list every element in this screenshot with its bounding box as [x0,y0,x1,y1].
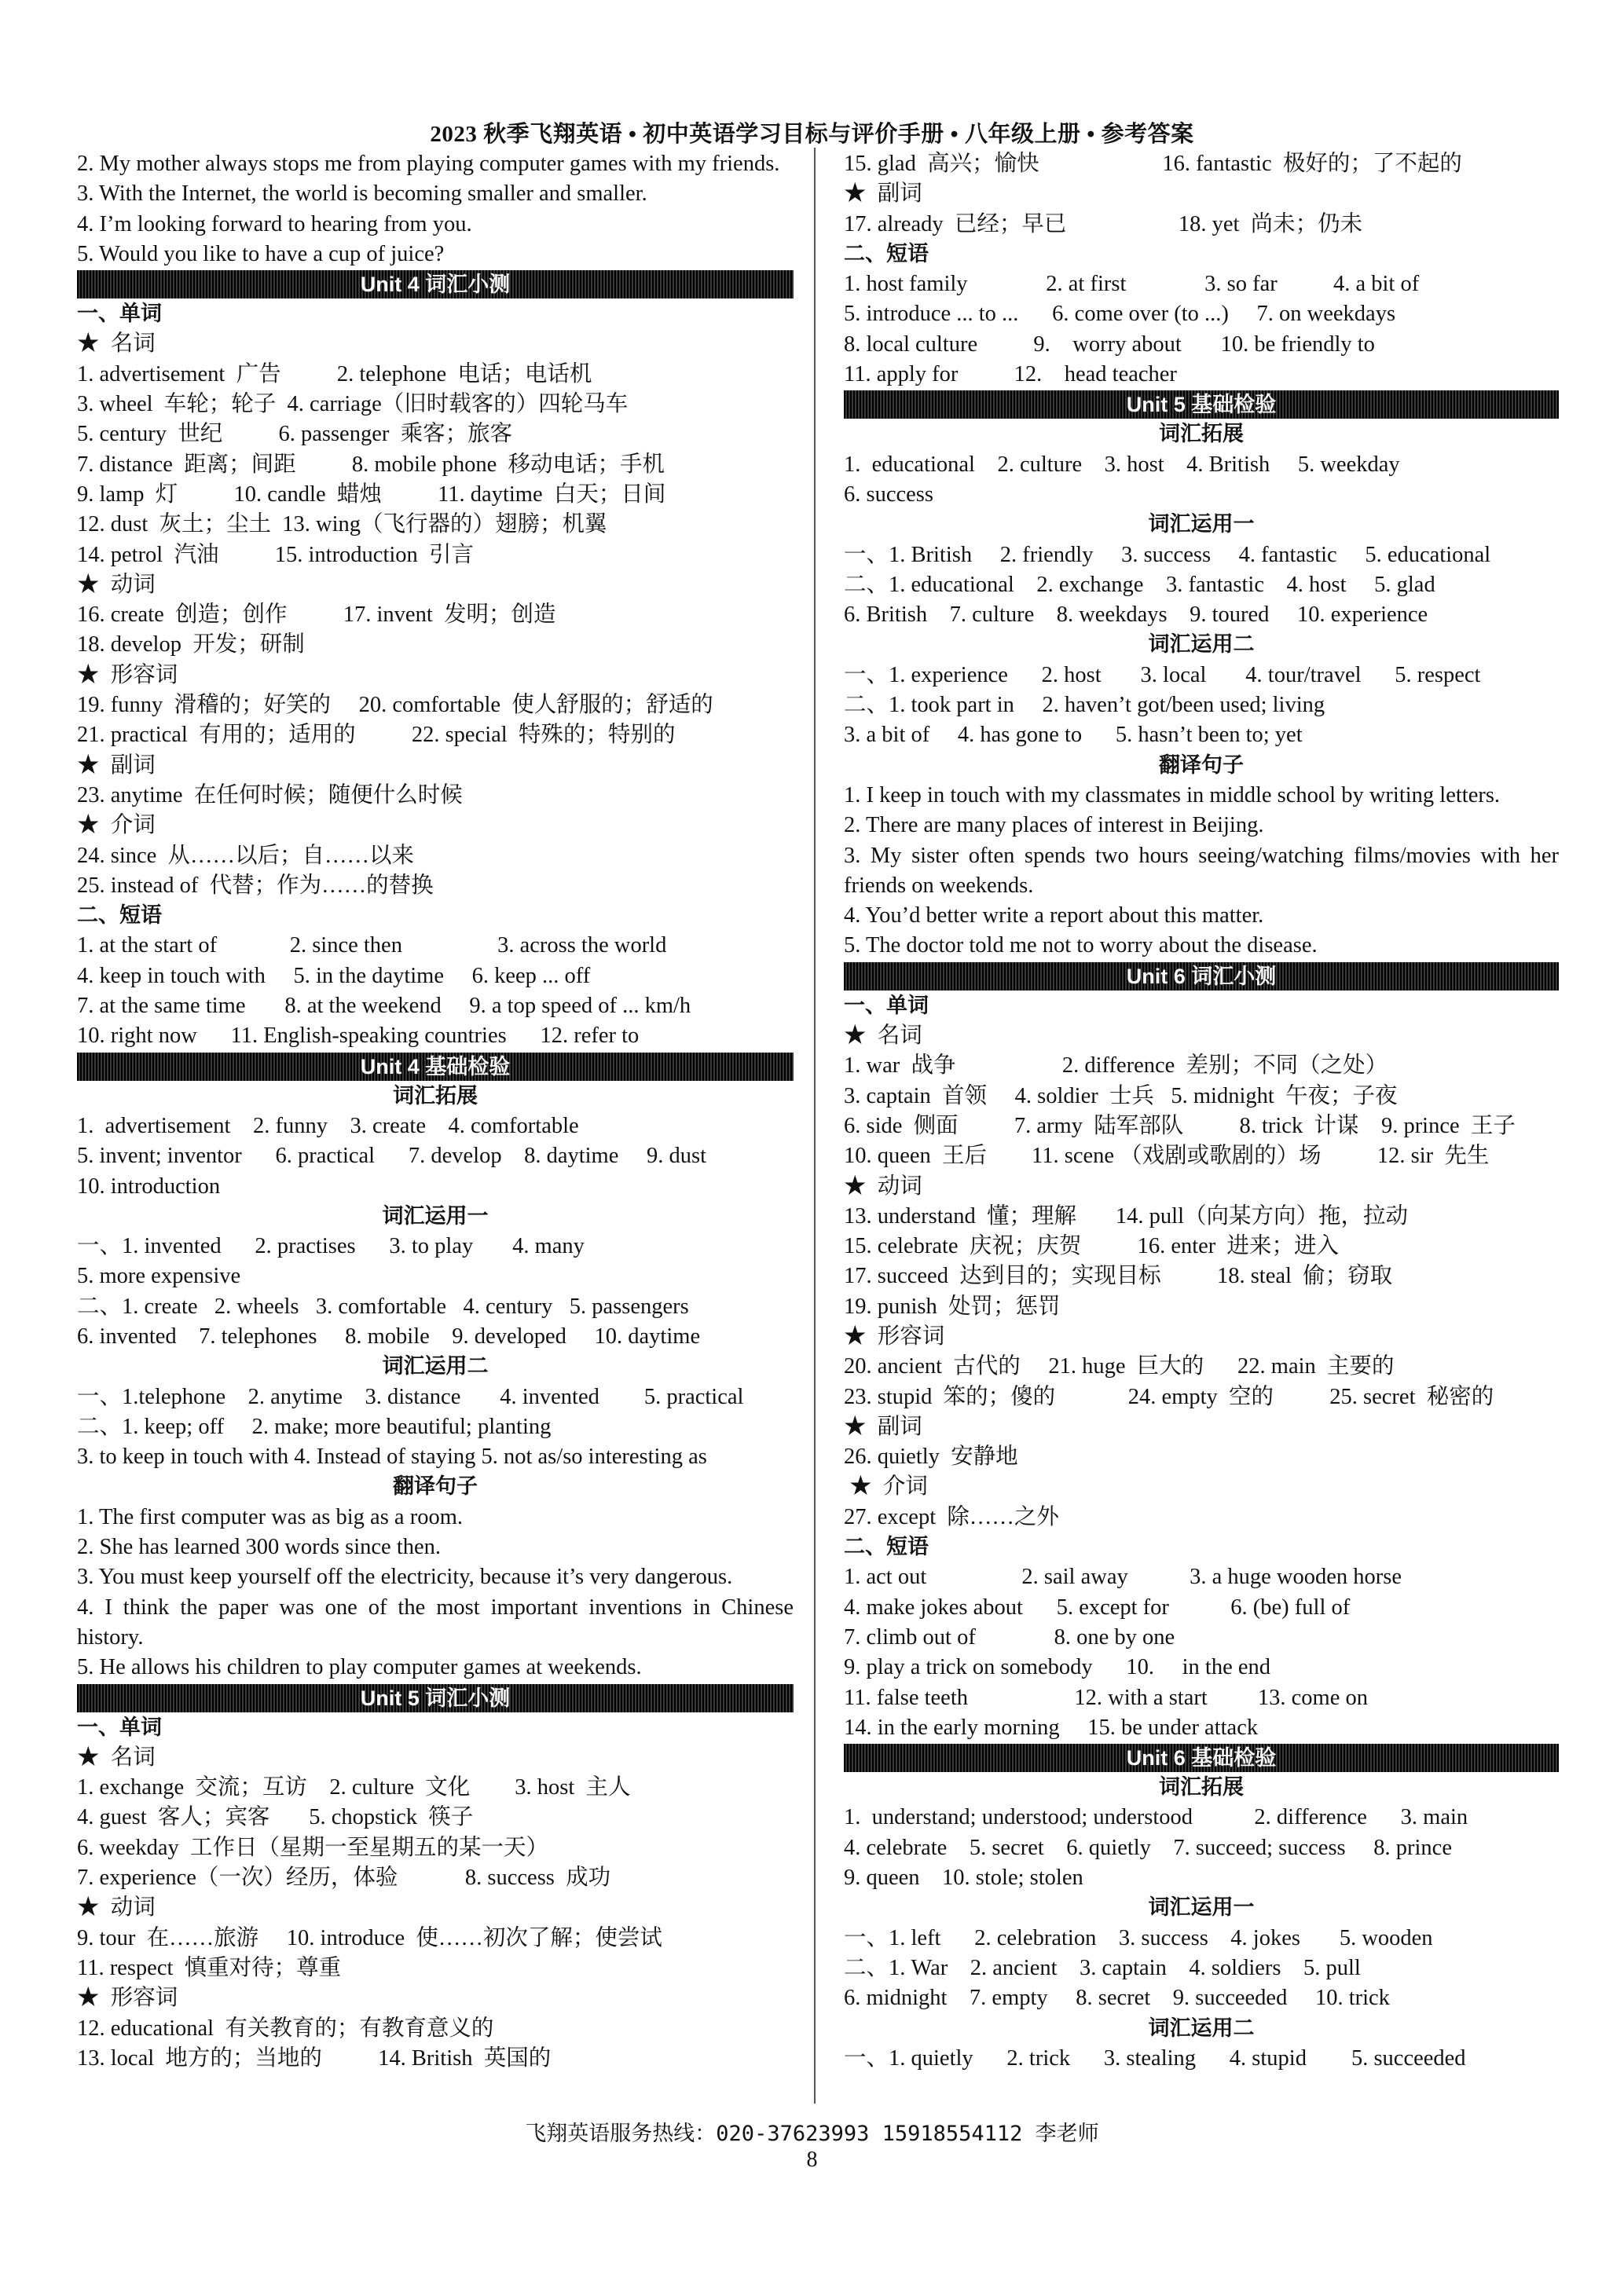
category-heading: 二、短语 [77,903,162,928]
answer-line: 17. already 已经；早已 18. yet 尚未；仍未 [844,211,1363,236]
answer-line: ★ 副词 [844,1414,922,1439]
answer-line: ★ 副词 [844,181,922,207]
answer-line: 1. host family 2. at first 3. so far 4. a bit of [844,272,1420,297]
answer-line: 3. a bit of 4. has gone to 5. hasn’t been to; yet [844,723,1303,748]
subsection-title: 词汇运用二 [1148,632,1255,657]
answer-line: 6. success [844,482,933,507]
left-column [77,149,794,2074]
answer-sentence: 2. My mother always stops me from playing computer games with my friends. [77,152,780,176]
answer-line: 1. advertisement 2. funny 3. create 4. comfortable [77,1113,579,1138]
answer-line: 1. understand; understood; understood 2. difference 3. main [844,1805,1468,1830]
subsection-title: 词汇运用二 [382,1354,489,1379]
page-number: 8 [806,2148,818,2172]
answer-line: 一、1. invented 2. practises 3. to play 4. many [77,1234,585,1259]
answer-line: 3. You must keep yourself off the electricity, because it’s very dangerous. [77,1565,733,1590]
answer-line: 7. distance 距离；间距 8. mobile phone 移动电话；手机 [77,452,665,477]
answer-line: ★ 介词 [844,1474,928,1500]
answer-line: 23. stupid 笨的；傻的 24. empty 空的 25. secret 秘密的 [844,1384,1494,1409]
subsection-title: 词汇拓展 [393,1083,478,1108]
answer-line: 26. quietly 安静地 [844,1445,1018,1470]
answer-line: 12. educational 有关教育的；有教育意义的 [77,2016,494,2041]
answer-line: 9. queen 10. stole; stolen [844,1866,1083,1891]
answer-line: 24. since 从……以后；自……以来 [77,843,415,868]
answer-line: 16. create 创造；创作 17. invent 发明；创造 [77,602,556,628]
subsection-title: 词汇运用二 [1148,2016,1255,2041]
answer-line: ★ 名词 [77,1745,156,1770]
answer-line: 4. celebrate 5. secret 6. quietly 7. succeed; success 8. prince [844,1835,1452,1860]
answer-line: 一、1. quietly 2. trick 3. stealing 4. stupid 5. succeeded [844,2045,1466,2071]
answer-line: 5. Would you like to have a cup of juice? [77,241,445,266]
answer-line: 1. educational 2. culture 3. host 4. British 5. weekday [844,452,1400,477]
answer-line: 4. I’m looking forward to hearing from you. [77,211,472,236]
answer-line: 11. apply for 12. head teacher [844,362,1177,387]
answer-line: 6. midnight 7. empty 8. secret 9. succeeded 10. trick [844,1986,1390,2011]
answer-line: 二、1. took part in 2. haven’t got/been used; living [844,693,1325,718]
answer-line: ★ 名词 [77,331,156,357]
section-banner [77,270,794,298]
answer-line: ★ 动词 [844,1174,922,1199]
answer-line: 2. There are many places of interest in Beijing. [844,813,1264,838]
answer-line: 3. wheel 车轮；轮子 4. carriage（旧时载客的）四轮马车 [77,392,629,417]
answer-line: 8. local culture 9. worry about 10. be friendly to [844,331,1375,357]
answer-line: 14. petrol 汽油 15. introduction 引言 [77,542,475,567]
subsection-title: 词汇运用一 [382,1203,489,1229]
answer-line: 14. in the early morning 15. be under attack [844,1715,1259,1740]
answer-line: 9. play a trick on somebody 10. in the end [844,1655,1270,1680]
column-divider [814,148,816,2104]
category-heading: 一、单词 [77,1715,162,1740]
answer-line: 5. more expensive [77,1264,241,1289]
answer-line: 13. understand 懂；理解 14. pull（向某方向）拖，拉动 [844,1203,1409,1229]
answer-line: 1. act out 2. sail away 3. a huge wooden horse [844,1565,1402,1590]
answer-line: 一、1. left 2. celebration 3. success 4. jokes 5. wooden [844,1925,1433,1950]
answer-line: 7. climb out of 8. one by one [844,1624,1175,1650]
answer-line: ★ 形容词 [844,1324,945,1349]
subsection-title: 词汇运用一 [1148,512,1255,537]
answer-line: 10. queen 王后 11. scene （戏剧或歌剧的）场 12. sir 先生 [844,1144,1490,1169]
answer-line: 4. You’d better write a report about this matter. [844,903,1264,928]
section-banner [844,1744,1559,1772]
answer-line: 3. With the Internet, the world is becoming smaller and smaller. [77,181,647,207]
answer-line: 6. side 侧面 7. army 陆军部队 8. trick 计谋 9. prince 王子 [844,1113,1516,1138]
answer-line: 3. to keep in touch with 4. Instead of staying 5. not as/so interesting as [77,1445,707,1470]
answer-line: 1. exchange 交流；互访 2. culture 文化 3. host 主人 [77,1775,631,1800]
answer-line: 10. right now 11. English-speaking countries 12. refer to [77,1023,640,1049]
section-banner-label: Unit 4 词汇小测 [360,273,511,297]
answer-line: ★ 副词 [77,753,156,778]
answer-line: 12. dust 灰土；尘土 13. wing（飞行器的）翅膀；机翼 [77,512,607,537]
answer-line: 二、1. War 2. ancient 3. captain 4. soldiers 5. pull [844,1955,1361,1980]
answer-line: ★ 名词 [844,1023,922,1049]
subsection-title: 词汇运用一 [1148,1895,1255,1921]
answer-line: 19. punish 处罚；惩罚 [844,1294,1061,1319]
answer-line: 二、1. create 2. wheels 3. comfortable 4. century 5. passengers [77,1294,689,1319]
answer-line: 二、1. educational 2. exchange 3. fantastic 4. host 5. glad [844,572,1435,597]
answer-line: 2. She has learned 300 words since then. [77,1535,442,1560]
answer-sentence: 4. I think the paper was one of the most important inventions in Chinese history. [77,1595,794,1650]
answer-line: 15. glad 高兴；愉快 16. fantastic 极好的；了不起的 [844,152,1462,176]
category-heading: 二、短语 [844,241,929,266]
answer-line: 18. develop 开发；研制 [77,632,305,657]
answer-line: 5. invent; inventor 6. practical 7. develop 8. daytime 9. dust [77,1144,707,1169]
answer-line: 4. guest 客人；宾客 5. chopstick 筷子 [77,1805,474,1830]
subsection-title: 词汇拓展 [1159,422,1244,447]
answer-line: ★ 动词 [77,1895,156,1921]
section-banner-label: Unit 4 基础检验 [360,1054,511,1078]
answer-line: 19. funny 滑稽的；好笑的 20. comfortable 使人舒服的；舒适的 [77,693,713,718]
section-banner [77,1684,794,1712]
category-heading: 二、短语 [844,1535,929,1560]
answer-line: 一、1. experience 2. host 3. local 4. tour/travel 5. respect [844,662,1481,687]
answer-line: 7. at the same time 8. at the weekend 9. a top speed of ... km/h [77,994,691,1019]
answer-line: 6. invented 7. telephones 8. mobile 9. developed 10. daytime [77,1324,701,1349]
section-banner [844,390,1559,419]
answer-line: 一、1.telephone 2. anytime 3. distance 4. invented 5. practical [77,1384,744,1409]
answer-line: 11. false teeth 12. with a start 13. come on [844,1685,1368,1710]
answer-line: 1. war 战争 2. difference 差别；不同（之处） [844,1053,1388,1078]
answer-line: 23. anytime 在任何时候；随便什么时候 [77,782,463,807]
answer-line: 5. century 世纪 6. passenger 乘客；旅客 [77,422,513,447]
answer-line: 1. advertisement 广告 2. telephone 电话；电话机 [77,361,592,386]
answer-line: ★ 形容词 [77,1986,178,2011]
answer-line: 21. practical 有用的；适用的 22. special 特殊的；特别的 [77,723,676,748]
answer-line: ★ 形容词 [77,662,178,687]
answer-line: 5. He allows his children to play computer games at weekends. [77,1655,642,1680]
answer-line: 4. keep in touch with 5. in the daytime 6. keep ... off [77,963,591,988]
answer-line: 4. make jokes about 5. except for 6. (be) full of [844,1595,1351,1620]
answer-line: 20. ancient 古代的 21. huge 巨大的 22. main 主要的 [844,1354,1395,1379]
page-header: 2023 秋季飞翔英语 • 初中英语学习目标与评价手册 • 八年级上册 • 参考答案 [430,122,1194,147]
section-banner [77,1053,794,1081]
answer-line: ★ 动词 [77,572,156,597]
answer-line: 9. tour 在……旅游 10. introduce 使……初次了解；使尝试 [77,1925,662,1950]
answer-line: ★ 介词 [77,813,156,838]
answer-line: 10. introduction [77,1174,221,1199]
answer-line: 5. The doctor told me not to worry about the disease. [844,933,1318,958]
answer-sentence: 1. I keep in touch with my classmates in middle school by writing letters. [844,782,1501,807]
answer-line: 二、1. keep; off 2. make; more beautiful; planting [77,1414,552,1439]
answer-line: 27. except 除……之外 [844,1504,1059,1529]
answer-line: 15. celebrate 庆祝；庆贺 16. enter 进来；进入 [844,1234,1340,1259]
answer-line: 7. experience（一次）经历，体验 8. success 成功 [77,1866,611,1891]
section-banner-label: Unit 6 基础检验 [1126,1746,1277,1771]
answer-line: 25. instead of 代替；作为……的替换 [77,873,434,898]
section-banner-label: Unit 5 基础检验 [1126,393,1277,417]
category-heading: 一、单词 [77,302,162,327]
subsection-title: 翻译句子 [393,1474,478,1500]
right-column [844,149,1559,2074]
answer-line: 13. local 地方的；当地的 14. British 英国的 [77,2045,552,2071]
hotline-footer: 飞翔英语服务热线：020-37623993 15918554112 李老师 [525,2122,1099,2146]
answer-sentence: 3. My sister often spends two hours seeing/watching films/movies with her friends on weekends. [844,843,1559,898]
answer-line: 6. weekday 工作日（星期一至星期五的某一天） [77,1835,549,1860]
subsection-title: 翻译句子 [1159,753,1244,778]
answer-line: 5. introduce ... to ... 6. come over (to ...) 7. on weekdays [844,302,1396,327]
answer-line: 11. respect 慎重对待；尊重 [77,1955,342,1980]
section-banner-label: Unit 5 词汇小测 [360,1686,511,1710]
section-banner [844,962,1559,991]
answer-line: 3. captain 首领 4. soldier 士兵 5. midnight 午夜；子夜 [844,1083,1398,1108]
answer-line: 一、1. British 2. friendly 3. success 4. fantastic 5. educational [844,542,1491,567]
answer-line: 1. The first computer was as big as a room. [77,1504,463,1529]
answer-line: 1. at the start of 2. since then 3. across the world [77,933,667,958]
answer-line: 17. succeed 达到目的；实现目标 18. steal 偷；窃取 [844,1264,1393,1289]
category-heading: 一、单词 [844,993,929,1018]
section-banner-label: Unit 6 词汇小测 [1126,964,1277,988]
answer-line: 9. lamp 灯 10. candle 蜡烛 11. daytime 白天；日间 [77,482,666,507]
answer-line: 6. British 7. culture 8. weekdays 9. toured 10. experience [844,602,1428,628]
subsection-title: 词汇拓展 [1159,1775,1244,1800]
